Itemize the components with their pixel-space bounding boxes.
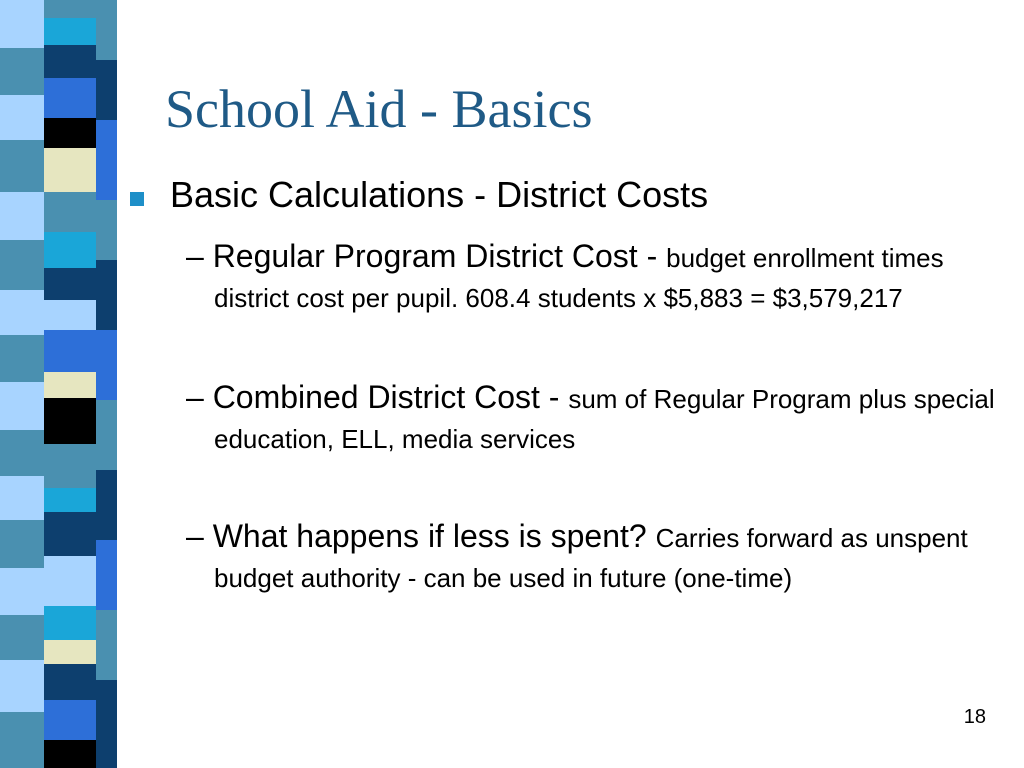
stripe-segment (0, 335, 44, 382)
stripe-segment (44, 330, 96, 372)
stripe-segment (44, 606, 96, 640)
slide-title: School Aid - Basics (165, 79, 593, 139)
stripe-segment (0, 95, 44, 140)
stripe-segment (0, 0, 44, 48)
stripe-segment (44, 740, 96, 768)
stripe-segment (44, 512, 96, 556)
stripe-segment (44, 0, 96, 18)
stripe-segment (0, 660, 44, 712)
stripe-segment (0, 382, 44, 430)
stripe-segment (96, 60, 117, 120)
stripe-segment (0, 712, 44, 768)
stripe-segment (0, 568, 44, 615)
stripe-segment (44, 700, 96, 740)
decorative-stripe-bar (0, 0, 117, 768)
sub-point-detail: budget enrollment times district cost per pupil. 608.4 students x $5,883 = $3,579,217 (214, 243, 944, 313)
stripe-segment (96, 470, 117, 540)
stripe-segment (96, 400, 117, 470)
sub-point-lead: What happens if less is spent? (212, 518, 656, 554)
sub-point-detail: sum of Regular Program plus special education, ELL, media services (214, 384, 995, 454)
stripe-segment (44, 268, 96, 300)
stripe-segment (44, 398, 96, 444)
stripe-segment (0, 240, 44, 290)
stripe-segment (44, 664, 96, 700)
stripe-segment (0, 192, 44, 240)
dash-marker: – (186, 518, 213, 554)
page-number: 18 (963, 706, 986, 728)
stripe-segment (44, 118, 96, 148)
stripe-segment (44, 232, 96, 268)
stripe-segment (96, 610, 117, 680)
stripe-segment (96, 120, 117, 200)
stripe-segment (0, 290, 44, 335)
stripe-segment (44, 372, 96, 398)
stripe-segment (0, 476, 44, 520)
stripe-segment (0, 48, 44, 95)
sub-point-less-spent (186, 516, 1024, 598)
stripe-segment (96, 540, 117, 610)
stripe-segment (44, 444, 96, 488)
stripe-segment (0, 520, 44, 568)
sub-point-regular-program (186, 236, 1024, 318)
stripe-segment (96, 260, 117, 330)
stripe-segment (44, 640, 96, 664)
dash-marker: – (186, 379, 213, 415)
stripe-segment (0, 615, 44, 660)
sub-point-combined-cost (186, 377, 1024, 459)
stripe-segment (0, 140, 44, 192)
stripe-segment (44, 78, 96, 118)
stripe-segment (44, 488, 96, 512)
stripe-segment (96, 330, 117, 400)
square-bullet-icon (130, 192, 144, 206)
stripe-segment (44, 556, 96, 606)
stripe-segment (44, 18, 96, 45)
stripe-segment (44, 300, 96, 330)
stripe-segment (96, 680, 117, 768)
stripe-segment (96, 0, 117, 60)
stripe-segment (44, 148, 96, 192)
stripe-segment (44, 192, 96, 232)
stripe-segment (0, 430, 44, 476)
stripe-segment (44, 45, 96, 78)
stripe-segment (96, 200, 117, 260)
sub-point-detail: Carries forward as unspent budget authority - can be used in future (one-time) (214, 523, 968, 593)
dash-marker: – (186, 238, 213, 274)
sub-point-lead: Regular Program District Cost - (212, 238, 667, 274)
sub-point-lead: Combined District Cost - (212, 379, 569, 415)
main-bullet-text: Basic Calculations - District Costs (170, 174, 709, 215)
